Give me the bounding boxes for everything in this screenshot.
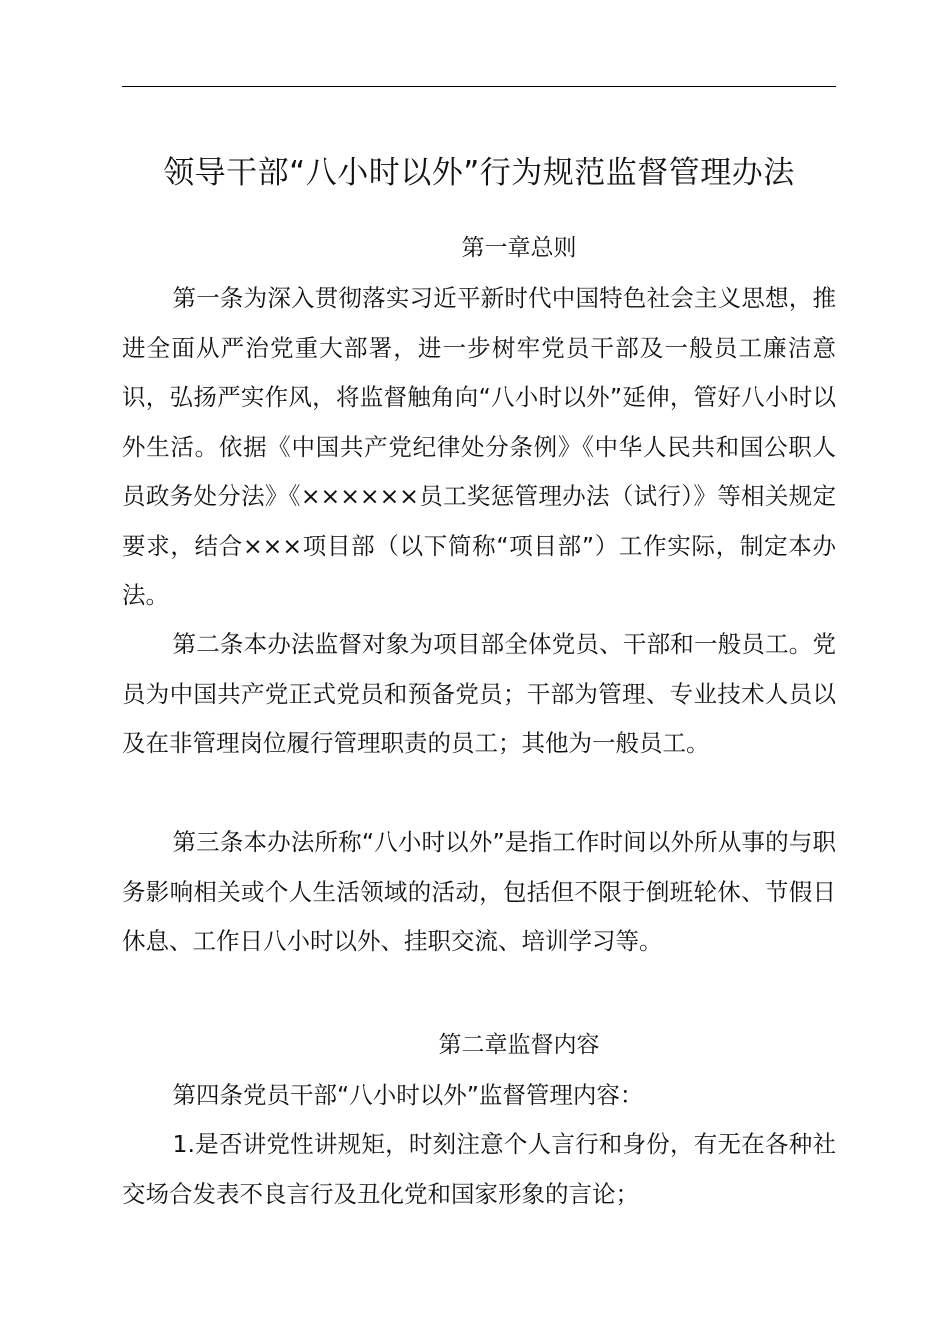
chapter-2-heading: 第二章监督内容 xyxy=(438,1032,600,1058)
header-rule xyxy=(122,86,836,87)
article-4-item-1: 1.是否讲党性讲规矩，时刻注意个人言行和身份，有无在各种社交场合发表不良言行及丑化党和国家形象的言论； xyxy=(122,1130,836,1208)
document-title: 领导干部“八小时以外”行为规范监督管理办法 xyxy=(163,155,795,191)
article-4: 第四条党员干部“八小时以外”监督管理内容： xyxy=(172,1081,644,1109)
article-2: 第二条本办法监督对象为项目部全体党员、干部和一般员工。党员为中国共产党正式党员和预备党员；干部为管理、专业技术人员以及在非管理岗位履行管理职责的员工；其他为一般员工。 xyxy=(122,630,836,757)
chapter-1-heading: 第一章总则 xyxy=(461,235,577,261)
article-1: 第一条为深入贯彻落实习近平新时代中国特色社会主义思想，推进全面从严治党重大部署，进一步树牢党员干部及一般员工廉洁意识，弘扬严实作风，将监督触角向“八小时以外”延伸，管好八小时以外生活。依据《中国共产党纪律处分条例》《中华人民共和国公职人员政务处分法》《××××××员工奖惩管理办法（试行）》等相关规定要求，结合×××项目部（以下简称“项目部”）工作实际，制定本办法。 xyxy=(122,284,836,609)
article-3: 第三条本办法所称“八小时以外”是指工作时间以外所从事的与职务影响相关或个人生活领域的活动，包括但不限于倒班轮休、节假日休息、工作日八小时以外、挂职交流、培训学习等。 xyxy=(122,828,836,955)
